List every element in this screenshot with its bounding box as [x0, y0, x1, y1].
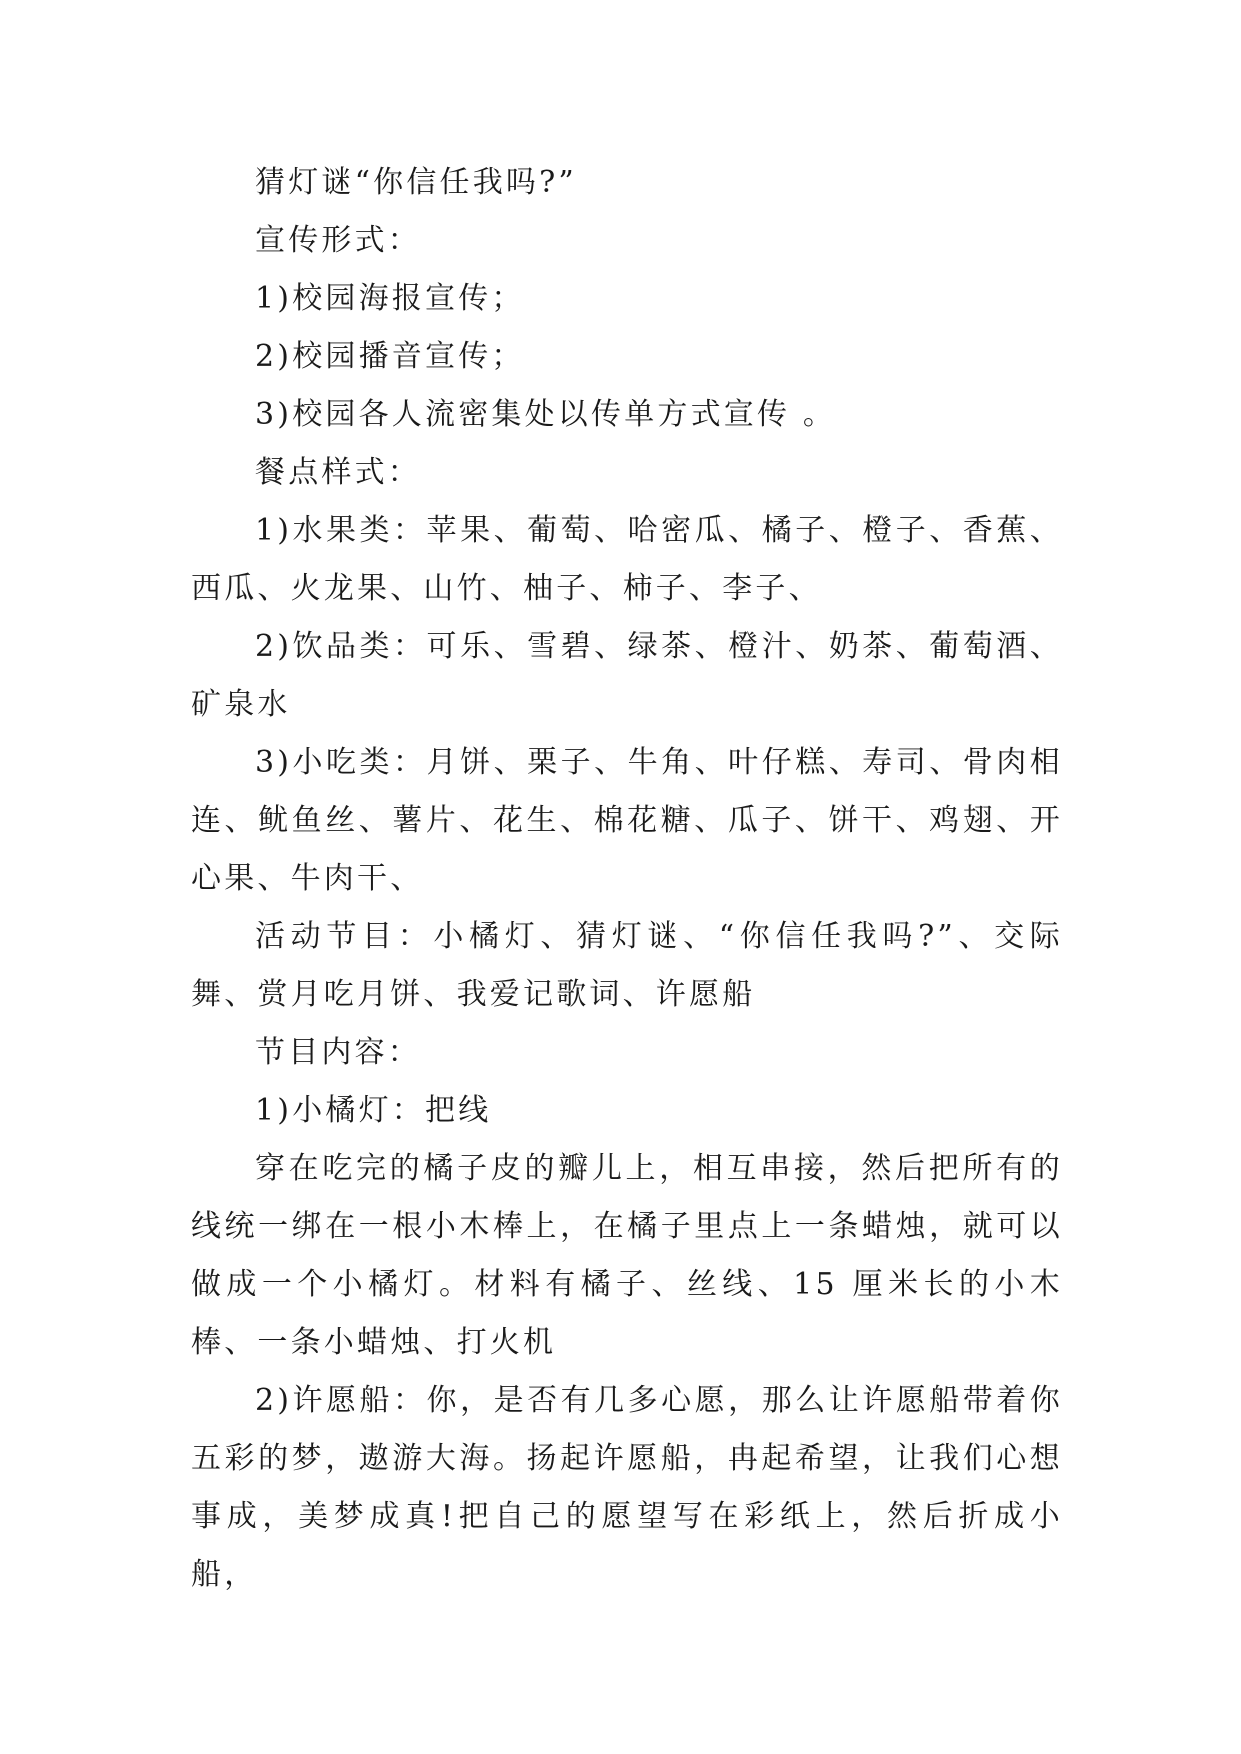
document-body: [191, 154, 1063, 1604]
paragraph-promotion-item-3: 3)校园各人流密集处以传单方式宣传 。: [255, 397, 837, 432]
paragraph-riddle-title: 猜灯谜“你信任我吗?”: [255, 165, 577, 200]
paragraph-promotion-item-1: 1)校园海报宣传；: [255, 281, 525, 316]
paragraph-wish-boat: 2)许愿船：你，是否有几多心愿，那么让许愿船带着你五彩的梦，遨游大海。扬起许愿船，冉起希望，让我们心想事成，美梦成真!把自己的愿望写在彩纸上，然后折成小船，: [191, 1383, 1063, 1592]
paragraph-food-snacks: 3)小吃类：月饼、栗子、牛角、叶仔糕、寿司、骨肉相连、鱿鱼丝、薯片、花生、棉花糖、瓜子、饼干、鸡翅、开心果、牛肉干、: [191, 745, 1063, 896]
paragraph-food-fruit: 1)水果类：苹果、葡萄、哈密瓜、橘子、橙子、香蕉、西瓜、火龙果、山竹、柚子、柿子、李子、: [191, 513, 1063, 606]
paragraph-orange-lantern-title: 1)小橘灯：把线: [255, 1093, 492, 1128]
paragraph-promotion-heading: 宣传形式：: [255, 223, 421, 258]
paragraph-program-list: 活动节目：小橘灯、猜灯谜、“你信任我吗?”、交际舞、赏月吃月饼、我爱记歌词、许愿船: [191, 919, 1063, 1012]
paragraph-food-drinks: 2)饮品类：可乐、雪碧、绿茶、橙汁、奶茶、葡萄酒、矿泉水: [191, 629, 1063, 722]
paragraph-program-content-heading: 节目内容：: [255, 1035, 421, 1070]
paragraph-orange-lantern-body: 穿在吃完的橘子皮的瓣儿上，相互串接，然后把所有的线统一绑在一根小木棒上，在橘子里点上一条蜡烛，就可以做成一个小橘灯。材料有橘子、丝线、15 厘米长的小木棒、一条小蜡烛、打火机: [191, 1151, 1063, 1360]
paragraph-food-heading: 餐点样式：: [255, 455, 421, 490]
paragraph-promotion-item-2: 2)校园播音宣传；: [255, 339, 525, 374]
